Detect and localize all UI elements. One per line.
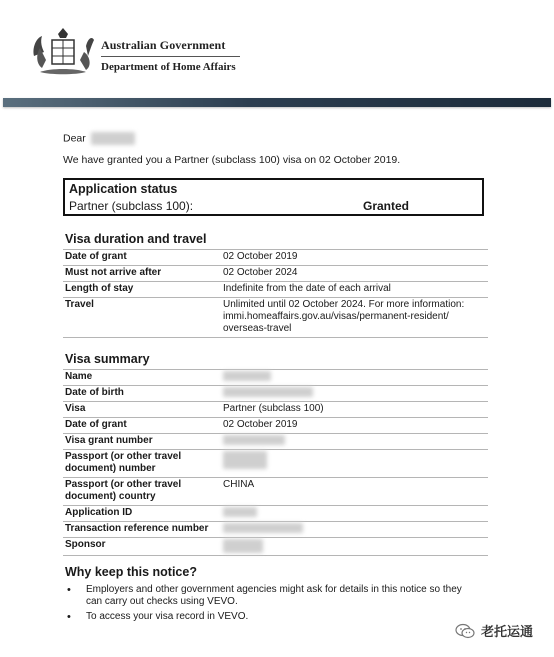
table-row <box>63 282 488 298</box>
notice-list <box>63 584 488 626</box>
table-row <box>63 250 488 266</box>
visa-summary-heading: Visa summary <box>65 352 150 366</box>
travel-line-1: Unlimited until 02 October 2024. For more information: <box>223 299 465 310</box>
agency-name <box>101 38 240 73</box>
bullet-line-1: • Employers and other government agencies might ask for details in this notice so they <box>86 584 462 595</box>
redacted-value <box>223 539 263 553</box>
row-label: Length of stay <box>63 282 221 298</box>
row-value <box>221 386 488 402</box>
row-value: 02 October 2019 <box>221 418 488 434</box>
row-label: Date of grant <box>63 418 221 434</box>
row-label: Application ID <box>63 506 221 522</box>
status-value: Granted <box>363 199 410 213</box>
visa-duration-heading: Visa duration and travel <box>65 232 207 246</box>
row-label: Sponsor <box>63 538 221 556</box>
redacted-value <box>223 371 271 381</box>
header-band <box>3 98 551 107</box>
table-row <box>63 538 488 556</box>
department-name: Department of Home Affairs <box>101 61 236 73</box>
row-value: Partner (subclass 100) <box>221 402 488 418</box>
row-value: CHINA <box>221 478 488 506</box>
redacted-name <box>91 132 135 145</box>
row-label: Date of grant <box>63 250 221 266</box>
redacted-value <box>223 451 267 469</box>
table-row <box>63 298 488 338</box>
label-line-1: Passport (or other travel <box>65 451 182 462</box>
row-value <box>221 522 488 538</box>
table-row <box>63 434 488 450</box>
watermark-text: 老托运通 <box>481 624 534 639</box>
divider <box>101 56 240 57</box>
row-label: Must not arrive after <box>63 266 221 282</box>
status-title: Application status <box>69 182 178 196</box>
list-item <box>63 584 488 608</box>
intro-paragraph: We have granted you a Partner (subclass 100) visa on 02 October 2019. <box>63 154 401 166</box>
redacted-value <box>223 435 285 445</box>
label-line-2: document) number <box>65 463 156 474</box>
travel-line-2: immi.homeaffairs.gov.au/visas/permanent-resident/ <box>223 311 449 322</box>
notice-heading: Why keep this notice? <box>65 565 197 579</box>
redacted-value <box>223 507 257 517</box>
row-label <box>63 450 221 478</box>
letterhead <box>0 0 554 100</box>
application-status-box <box>63 178 484 216</box>
list-item <box>63 611 488 623</box>
table-row <box>63 506 488 522</box>
table-row <box>63 450 488 478</box>
row-label: Visa <box>63 402 221 418</box>
row-value: 02 October 2024 <box>221 266 488 282</box>
row-value <box>221 506 488 522</box>
table-row <box>63 386 488 402</box>
bullet-line-2: can carry out checks using VEVO. <box>86 596 238 607</box>
row-value <box>221 434 488 450</box>
table-row <box>63 370 488 386</box>
redacted-value <box>223 387 313 397</box>
visa-duration-table <box>63 249 488 338</box>
row-label <box>63 478 221 506</box>
salutation <box>63 132 135 145</box>
table-row <box>63 522 488 538</box>
row-label: Visa grant number <box>63 434 221 450</box>
row-value <box>221 298 488 338</box>
table-row <box>63 266 488 282</box>
row-value <box>221 538 488 556</box>
visa-summary-table <box>63 369 488 556</box>
label-line-1: Passport (or other travel <box>65 479 182 490</box>
table-row <box>63 402 488 418</box>
salutation-text: Dear <box>63 132 86 145</box>
table-row <box>63 478 488 506</box>
status-visa: Partner (subclass 100): <box>69 199 194 213</box>
row-label: Travel <box>63 298 221 338</box>
label-line-2: document) country <box>65 491 156 502</box>
travel-line-3: overseas-travel <box>223 323 292 334</box>
row-value: Indefinite from the date of each arrival <box>221 282 488 298</box>
status-row <box>69 199 478 213</box>
government-name: Australian Government <box>101 38 226 52</box>
row-label: Name <box>63 370 221 386</box>
row-value <box>221 370 488 386</box>
coat-of-arms-icon <box>30 26 96 78</box>
row-value: 02 October 2019 <box>221 250 488 266</box>
row-value <box>221 450 488 478</box>
row-label: Date of birth <box>63 386 221 402</box>
row-label: Transaction reference number <box>63 522 221 538</box>
watermark <box>455 621 533 640</box>
redacted-value <box>223 523 303 533</box>
table-row <box>63 418 488 434</box>
wechat-icon <box>455 623 475 639</box>
bullet-line-1: • To access your visa record in VEVO. <box>86 611 249 622</box>
